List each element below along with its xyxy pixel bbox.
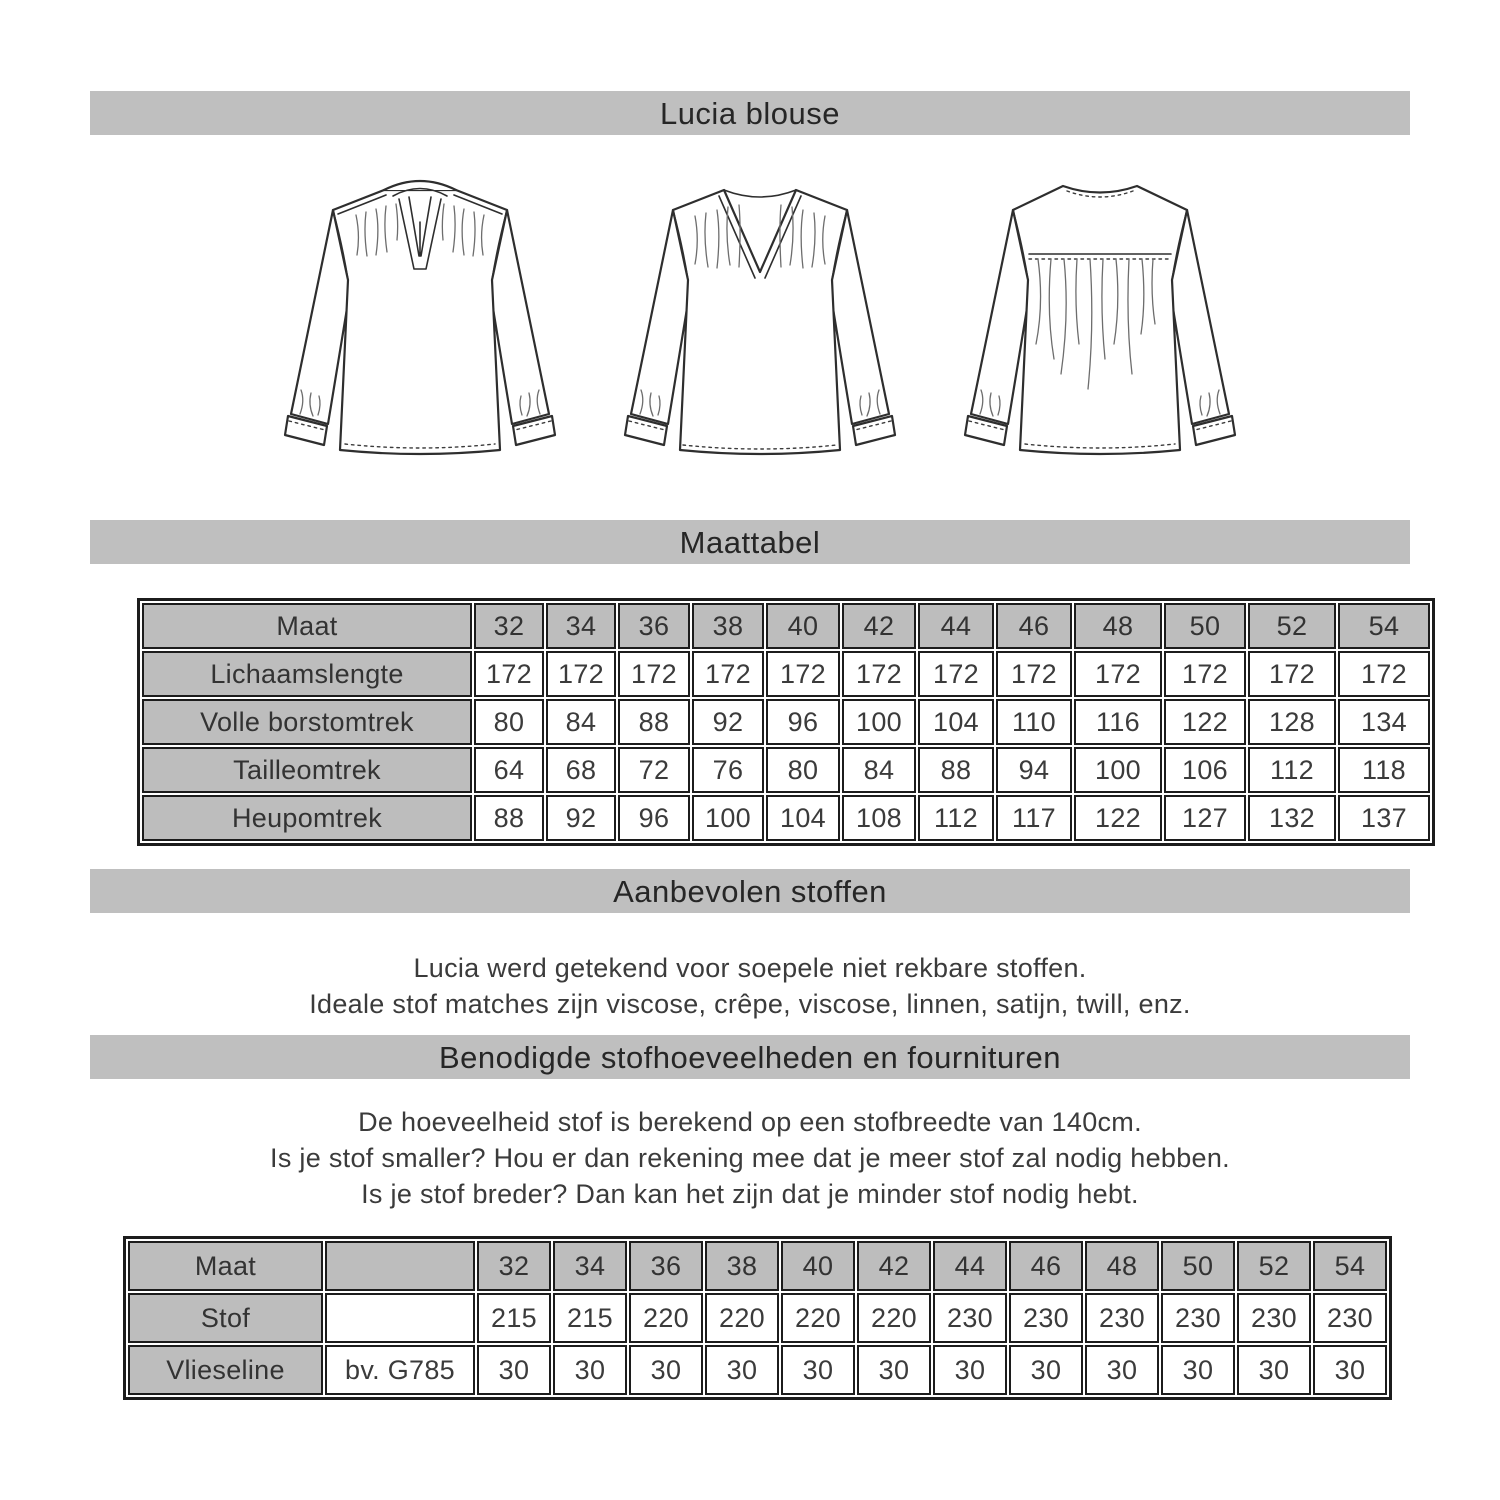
value-cell: 30 — [1313, 1345, 1387, 1395]
value-cell: 84 — [842, 747, 916, 793]
size-header-cell: 46 — [1009, 1241, 1083, 1291]
table-row — [142, 699, 1430, 745]
size-header-cell: 48 — [1085, 1241, 1159, 1291]
row-label-cell: Lichaamslengte — [142, 651, 472, 697]
size-header-cell: 34 — [546, 603, 616, 649]
row-label-cell: Vlieseline — [128, 1345, 323, 1395]
value-cell: 230 — [1313, 1293, 1387, 1343]
size-header-cell: 48 — [1074, 603, 1162, 649]
value-cell: 172 — [918, 651, 994, 697]
size-header-cell: 44 — [933, 1241, 1007, 1291]
value-cell: 76 — [692, 747, 764, 793]
value-cell: 108 — [842, 795, 916, 841]
section-title-maattabel: Maattabel — [679, 525, 821, 560]
section-bar-maattabel — [90, 520, 1410, 564]
value-cell: 88 — [918, 747, 994, 793]
value-cell: 96 — [766, 699, 840, 745]
size-header-cell: 54 — [1338, 603, 1430, 649]
value-cell: 220 — [705, 1293, 779, 1343]
size-header-cell: 50 — [1164, 603, 1246, 649]
value-cell: 30 — [933, 1345, 1007, 1395]
size-header-cell: 40 — [766, 603, 840, 649]
value-cell: 92 — [692, 699, 764, 745]
value-cell: 30 — [477, 1345, 551, 1395]
fabric-advice-line1: Lucia werd getekend voor soepele niet rekbare stoffen. — [413, 953, 1087, 983]
row-label-cell: Volle borstomtrek — [142, 699, 472, 745]
size-header-cell: 34 — [553, 1241, 627, 1291]
table-row — [142, 603, 1430, 649]
table-row — [128, 1345, 1387, 1395]
value-cell: 96 — [618, 795, 690, 841]
table-row — [128, 1241, 1387, 1291]
value-cell: 137 — [1338, 795, 1430, 841]
value-cell: 172 — [1248, 651, 1336, 697]
value-cell: 30 — [1009, 1345, 1083, 1395]
value-cell: 172 — [474, 651, 544, 697]
size-header-cell: 32 — [477, 1241, 551, 1291]
value-cell: 88 — [618, 699, 690, 745]
value-cell — [325, 1293, 475, 1343]
size-header-cell: Maat — [128, 1241, 323, 1291]
blouse-back-drawing — [935, 152, 1265, 482]
size-header-cell: 50 — [1161, 1241, 1235, 1291]
value-cell: 134 — [1338, 699, 1430, 745]
value-cell: 100 — [1074, 747, 1162, 793]
value-cell: 230 — [1237, 1293, 1311, 1343]
value-cell: 220 — [857, 1293, 931, 1343]
value-cell: 72 — [618, 747, 690, 793]
value-cell: 94 — [996, 747, 1072, 793]
size-header-cell: 44 — [918, 603, 994, 649]
size-header-cell: 52 — [1248, 603, 1336, 649]
value-cell: 172 — [1338, 651, 1430, 697]
value-cell: bv. G785 — [325, 1345, 475, 1395]
value-cell: 128 — [1248, 699, 1336, 745]
value-cell: 112 — [1248, 747, 1336, 793]
size-header-cell: 38 — [705, 1241, 779, 1291]
size-header-cell: 46 — [996, 603, 1072, 649]
table-row — [142, 747, 1430, 793]
value-cell: 84 — [546, 699, 616, 745]
size-header-cell: 36 — [618, 603, 690, 649]
value-cell: 172 — [618, 651, 690, 697]
size-header-cell — [325, 1241, 475, 1291]
value-cell: 100 — [692, 795, 764, 841]
value-cell: 30 — [1161, 1345, 1235, 1395]
title-bar — [90, 91, 1410, 135]
value-cell: 230 — [1085, 1293, 1159, 1343]
value-cell: 118 — [1338, 747, 1430, 793]
value-cell: 132 — [1248, 795, 1336, 841]
row-label-cell: Heupomtrek — [142, 795, 472, 841]
value-cell: 112 — [918, 795, 994, 841]
table-row — [128, 1293, 1387, 1343]
blouse-front-notch-drawing — [255, 152, 585, 482]
section-title-fournituren: Benodigde stofhoeveelheden en fournituren — [438, 1040, 1062, 1075]
page-title: Lucia blouse — [659, 96, 841, 131]
value-cell: 64 — [474, 747, 544, 793]
section-bar-fournituren — [90, 1035, 1410, 1079]
table-row — [142, 795, 1430, 841]
row-label-cell: Stof — [128, 1293, 323, 1343]
value-cell: 116 — [1074, 699, 1162, 745]
value-cell: 30 — [629, 1345, 703, 1395]
technical-drawings — [255, 152, 1265, 490]
value-cell: 172 — [1074, 651, 1162, 697]
value-cell: 104 — [766, 795, 840, 841]
section-title-stoffen: Aanbevolen stoffen — [613, 874, 887, 909]
size-header-cell: 42 — [842, 603, 916, 649]
value-cell: 122 — [1074, 795, 1162, 841]
value-cell: 230 — [1161, 1293, 1235, 1343]
size-header-cell: Maat — [142, 603, 472, 649]
value-cell: 215 — [553, 1293, 627, 1343]
value-cell: 215 — [477, 1293, 551, 1343]
value-cell: 172 — [766, 651, 840, 697]
value-cell: 127 — [1164, 795, 1246, 841]
fabric-quantity-line1: De hoeveelheid stof is berekend op een stofbreedte van 140cm. — [358, 1107, 1142, 1137]
value-cell: 30 — [1085, 1345, 1159, 1395]
value-cell: 80 — [474, 699, 544, 745]
value-cell: 30 — [857, 1345, 931, 1395]
value-cell: 220 — [781, 1293, 855, 1343]
size-header-cell: 36 — [629, 1241, 703, 1291]
value-cell: 88 — [474, 795, 544, 841]
size-header-cell: 54 — [1313, 1241, 1387, 1291]
value-cell: 68 — [546, 747, 616, 793]
value-cell: 230 — [933, 1293, 1007, 1343]
value-cell: 122 — [1164, 699, 1246, 745]
fabric-quantity-table — [123, 1236, 1392, 1400]
blouse-front-vneck-drawing — [595, 152, 925, 482]
value-cell: 92 — [546, 795, 616, 841]
value-cell: 30 — [553, 1345, 627, 1395]
section-bar-stoffen — [90, 869, 1410, 913]
size-header-cell: 32 — [474, 603, 544, 649]
value-cell: 172 — [1164, 651, 1246, 697]
value-cell: 30 — [1237, 1345, 1311, 1395]
value-cell: 117 — [996, 795, 1072, 841]
value-cell: 30 — [781, 1345, 855, 1395]
fabric-advice-line2: Ideale stof matches zijn viscose, crêpe, viscose, linnen, satijn, twill, enz. — [309, 989, 1191, 1019]
value-cell: 220 — [629, 1293, 703, 1343]
size-header-cell: 42 — [857, 1241, 931, 1291]
value-cell: 104 — [918, 699, 994, 745]
value-cell: 110 — [996, 699, 1072, 745]
size-header-cell: 38 — [692, 603, 764, 649]
size-header-cell: 52 — [1237, 1241, 1311, 1291]
value-cell: 100 — [842, 699, 916, 745]
value-cell: 172 — [842, 651, 916, 697]
value-cell: 80 — [766, 747, 840, 793]
fabric-quantity-line2: Is je stof smaller? Hou er dan rekening mee dat je meer stof zal nodig hebben. — [270, 1143, 1230, 1173]
size-header-cell: 40 — [781, 1241, 855, 1291]
fabric-advice-text — [0, 950, 1500, 1022]
value-cell: 30 — [705, 1345, 779, 1395]
size-table — [137, 598, 1435, 846]
body — [673, 190, 847, 454]
value-cell: 230 — [1009, 1293, 1083, 1343]
table-row — [142, 651, 1430, 697]
value-cell: 172 — [996, 651, 1072, 697]
fabric-quantity-line3: Is je stof breder? Dan kan het zijn dat je minder stof nodig hebt. — [361, 1179, 1139, 1209]
value-cell: 106 — [1164, 747, 1246, 793]
fabric-quantity-text — [0, 1104, 1500, 1212]
value-cell: 172 — [546, 651, 616, 697]
value-cell: 172 — [692, 651, 764, 697]
row-label-cell: Tailleomtrek — [142, 747, 472, 793]
